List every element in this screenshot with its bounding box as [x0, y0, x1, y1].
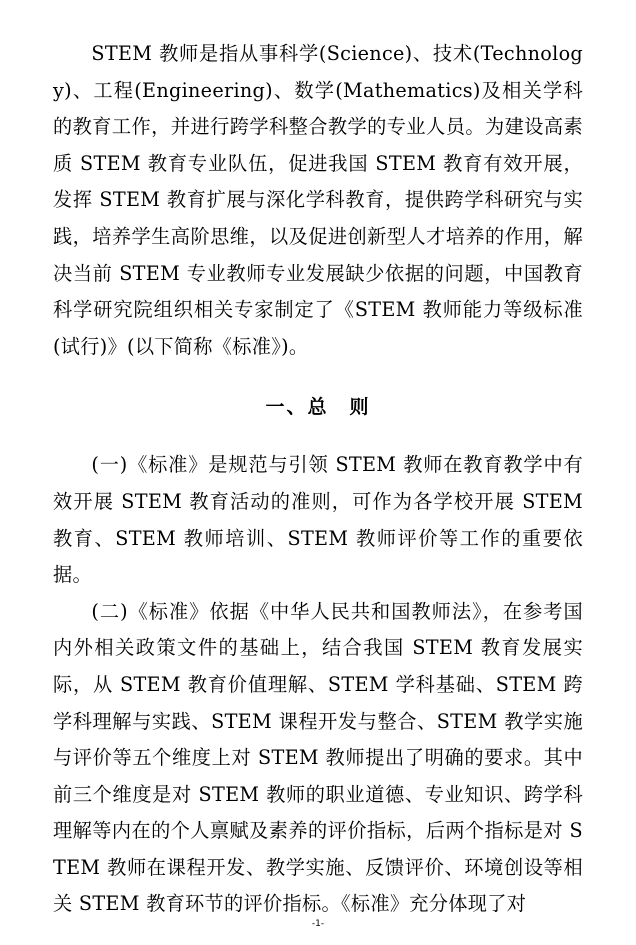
- spacer: [53, 425, 583, 447]
- document-body: [53, 36, 583, 923]
- clause-paragraph-2: (二)《标准》依据《中华人民共和国教师法》，在参考国内外相关政策文件的基础上，结合我国 STEM 教育发展实际，从 STEM 教育价值理解、STEM 学科基础、STEM 跨学科理解与实践、STEM 课程开发与整合、STEM 教学实施与评价等五个维度上对 STEM 教师提出了明确的要求。其中前三个维度是对 STEM 教师的职业道德、专业知识、跨学科理解等内在的个人禀赋及素养的评价指标，后两个指标是对 STEM 教师在课程开发、教学实施、反馈评价、环境创设等相关 STEM 教育环节的评价指标。《标准》充分体现了对: [53, 599, 583, 916]
- section-heading: 一、总 则: [265, 396, 371, 419]
- page-number: -1-: [311, 919, 325, 929]
- clause-paragraph-1: (一)《标准》是规范与引领 STEM 教师在教育教学中有效开展 STEM 教育活动的准则，可作为各学校开展 STEM 教育、STEM 教师培训、STEM 教师评价等工作的重要依据。: [53, 453, 583, 587]
- intro-paragraph: STEM 教师是指从事科学(Science)、技术(Technology)、工程(Engineering)、数学(Mathematics)及相关学科的教育工作，并进行跨学科整合教学的专业人员。为建设高素质 STEM 教育专业队伍，促进我国 STEM 教育有效开展，发挥 STEM 教育扩展与深化学科教育，提供跨学科研究与实践，培养学生高阶思维，以及促进创新型人才培养的作用，解决当前 STEM 专业教师专业发展缺少依据的问题，中国教育科学研究院组织相关专家制定了《STEM 教师能力等级标准(试行)》(以下简称《标准》)。: [53, 42, 583, 358]
- spacer: [53, 365, 583, 389]
